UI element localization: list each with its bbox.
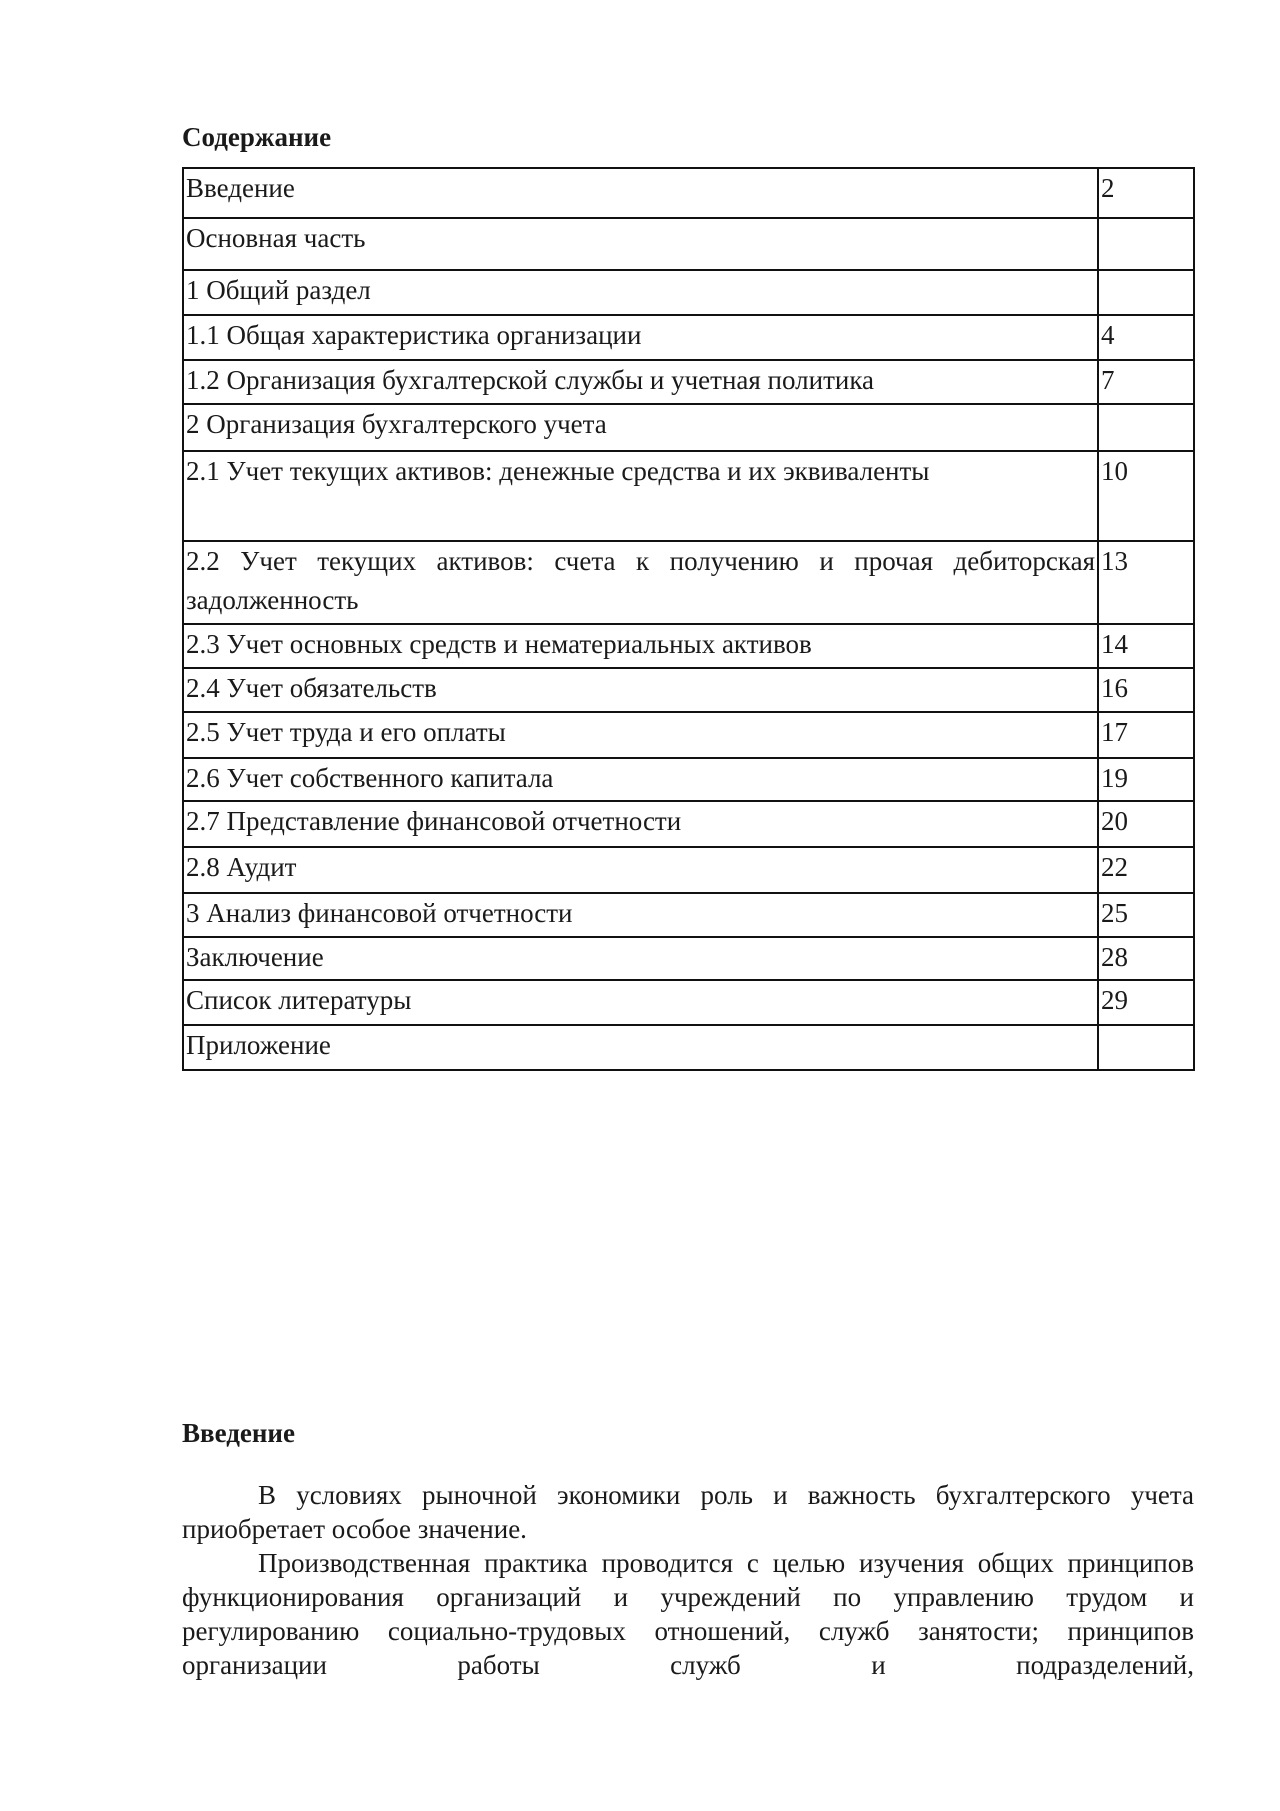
toc-row-page: 4 bbox=[1098, 315, 1194, 360]
toc-row-page: 13 bbox=[1098, 541, 1194, 624]
toc-row-title: 1.2 Организация бухгалтерской службы и учетная политика bbox=[183, 360, 1098, 404]
toc-title: Содержание bbox=[182, 122, 332, 152]
toc-row bbox=[183, 980, 1194, 1025]
toc-row-title: Приложение bbox=[183, 1025, 1098, 1070]
toc-row bbox=[183, 712, 1194, 758]
toc-row-page: 2 bbox=[1098, 168, 1194, 218]
toc-row-title: 1.1 Общая характеристика организации bbox=[183, 315, 1098, 360]
toc-row bbox=[183, 270, 1194, 315]
intro-paragraph: Производственная практика проводится с целью изучения общих принципов функционирования организаций и учреждений по управлению трудом и регулированию социально-трудовых отношений, служб занятости; принципов организации работы служб и подразделений, bbox=[182, 1548, 1194, 1680]
toc-row-page: 17 bbox=[1098, 712, 1194, 758]
toc-row-page: 29 bbox=[1098, 980, 1194, 1025]
toc-row-title: 2.1 Учет текущих активов: денежные средства и их эквиваленты bbox=[183, 451, 1098, 541]
toc-row bbox=[183, 893, 1194, 937]
toc-row-title: 3 Анализ финансовой отчетности bbox=[183, 893, 1098, 937]
toc-row bbox=[183, 218, 1194, 270]
toc-row-page bbox=[1098, 404, 1194, 451]
toc-row-page: 16 bbox=[1098, 668, 1194, 712]
toc-row-title: 2 Организация бухгалтерского учета bbox=[183, 404, 1098, 451]
toc-row-page: 19 bbox=[1098, 758, 1194, 801]
intro-title: Введение bbox=[182, 1418, 295, 1448]
toc-row-title: Заключение bbox=[183, 937, 1098, 980]
toc-row-title: 2.3 Учет основных средств и нематериальных активов bbox=[183, 624, 1098, 668]
toc-row-page: 20 bbox=[1098, 801, 1194, 847]
toc-row-title: 1 Общий раздел bbox=[183, 270, 1098, 315]
toc-row-title: 2.6 Учет собственного капитала bbox=[183, 758, 1098, 801]
toc-row bbox=[183, 937, 1194, 980]
toc-row-page: 14 bbox=[1098, 624, 1194, 668]
toc-row bbox=[183, 315, 1194, 360]
toc-row bbox=[183, 624, 1194, 668]
toc-row bbox=[183, 541, 1194, 624]
toc-row-page: 28 bbox=[1098, 937, 1194, 980]
toc-row bbox=[183, 758, 1194, 801]
toc-row-title: 2.4 Учет обязательств bbox=[183, 668, 1098, 712]
toc-row bbox=[183, 847, 1194, 893]
toc-row-title: 2.8 Аудит bbox=[183, 847, 1098, 893]
toc-row bbox=[183, 668, 1194, 712]
toc-row-page bbox=[1098, 218, 1194, 270]
intro-body bbox=[182, 1478, 1194, 1682]
toc-table bbox=[182, 167, 1195, 1071]
toc-row-page bbox=[1098, 1025, 1194, 1070]
toc-row-title: Основная часть bbox=[183, 218, 1098, 270]
toc-row-page: 22 bbox=[1098, 847, 1194, 893]
toc-row-page: 7 bbox=[1098, 360, 1194, 404]
toc-row bbox=[183, 451, 1194, 541]
toc-row-title: Введение bbox=[183, 168, 1098, 218]
toc-row bbox=[183, 168, 1194, 218]
toc-row bbox=[183, 360, 1194, 404]
toc-row bbox=[183, 404, 1194, 451]
toc-row-title: 2.7 Представление финансовой отчетности bbox=[183, 801, 1098, 847]
toc-row-page bbox=[1098, 270, 1194, 315]
toc-row bbox=[183, 801, 1194, 847]
toc-row bbox=[183, 1025, 1194, 1070]
intro-paragraph: В условиях рыночной экономики роль и важность бухгалтерского учета приобретает особое значение. bbox=[182, 1480, 1194, 1544]
toc-row-title: Список литературы bbox=[183, 980, 1098, 1025]
toc-row-page: 25 bbox=[1098, 893, 1194, 937]
toc-row-page: 10 bbox=[1098, 451, 1194, 541]
toc-row-title: 2.5 Учет труда и его оплаты bbox=[183, 712, 1098, 758]
toc-row-title: 2.2 Учет текущих активов: счета к получению и прочая дебиторская задолженность bbox=[183, 541, 1098, 624]
